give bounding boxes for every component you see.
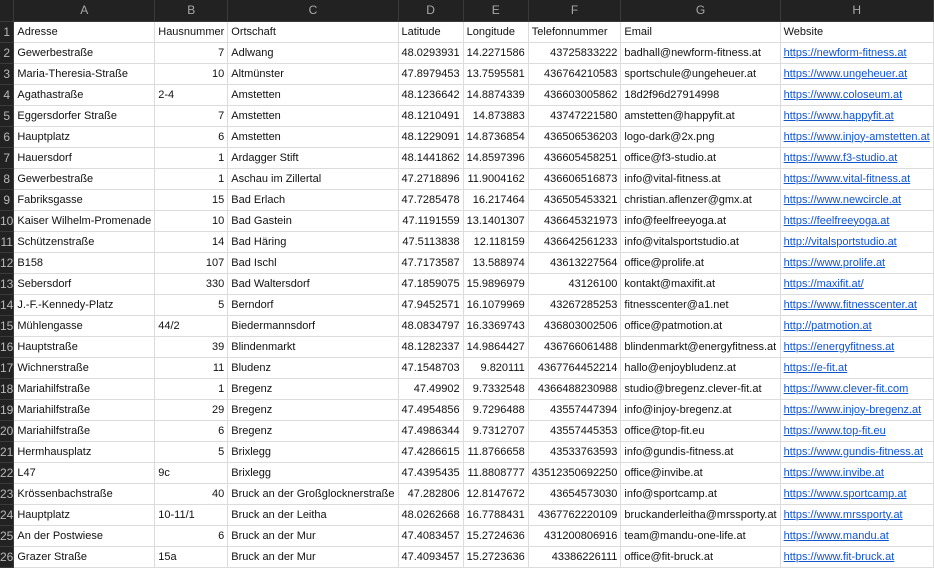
table-row bbox=[0, 525, 933, 546]
cell-f[interactable]: 436642561233 bbox=[528, 231, 621, 252]
cell-b[interactable]: 107 bbox=[155, 252, 228, 273]
table-row bbox=[0, 483, 933, 504]
cell-f[interactable]: 4367764452214 bbox=[528, 357, 621, 378]
cell-h[interactable]: https://www.injoy-bregenz.at bbox=[780, 399, 933, 420]
cell-d[interactable]: 48.1229091 bbox=[398, 126, 463, 147]
table-row bbox=[0, 294, 933, 315]
cell-a[interactable]: Agathastraße bbox=[14, 84, 155, 105]
cell-g[interactable]: info@feelfreeyoga.at bbox=[621, 210, 780, 231]
select-all-corner[interactable] bbox=[0, 0, 14, 21]
cell-g[interactable]: office@top-fit.eu bbox=[621, 420, 780, 441]
cell-b[interactable]: 1 bbox=[155, 378, 228, 399]
cell-a[interactable]: Grazer Straße bbox=[14, 546, 155, 567]
cell-f[interactable]: 43725833222 bbox=[528, 42, 621, 63]
cell-e[interactable]: 14.8736854 bbox=[463, 126, 528, 147]
cell-h[interactable]: https://www.gundis-fitness.at bbox=[780, 441, 933, 462]
cell-h[interactable]: https://www.f3-studio.at bbox=[780, 147, 933, 168]
cell-e[interactable]: 16.217464 bbox=[463, 189, 528, 210]
cell-h[interactable]: https://e-fit.at bbox=[780, 357, 933, 378]
cell-f[interactable]: 436506536203 bbox=[528, 126, 621, 147]
cell-c[interactable]: Aschau im Zillertal bbox=[228, 168, 398, 189]
cell-g[interactable]: info@injoy-bregenz.at bbox=[621, 399, 780, 420]
column-header-g[interactable]: G bbox=[621, 0, 780, 21]
cell-e[interactable]: 9.7312707 bbox=[463, 420, 528, 441]
cell-e[interactable]: 14.8874339 bbox=[463, 84, 528, 105]
row-header[interactable]: 5 bbox=[0, 105, 14, 126]
cell-b[interactable]: Hausnummer bbox=[155, 21, 228, 42]
cell-a[interactable]: Mariahilfstraße bbox=[14, 399, 155, 420]
cell-b[interactable]: 330 bbox=[155, 273, 228, 294]
cell-a[interactable]: Hauersdorf bbox=[14, 147, 155, 168]
cell-c[interactable]: Bad Gastein bbox=[228, 210, 398, 231]
cell-a[interactable]: Hauptplatz bbox=[14, 504, 155, 525]
table-row bbox=[0, 336, 933, 357]
cell-g[interactable]: amstetten@happyfit.at bbox=[621, 105, 780, 126]
cell-d[interactable]: 48.1210491 bbox=[398, 105, 463, 126]
cell-b[interactable]: 2-4 bbox=[155, 84, 228, 105]
cell-c[interactable]: Altmünster bbox=[228, 63, 398, 84]
cell-a[interactable]: Krössenbachstraße bbox=[14, 483, 155, 504]
cell-d[interactable]: 47.4286615 bbox=[398, 441, 463, 462]
cell-e[interactable]: 15.9896979 bbox=[463, 273, 528, 294]
cell-f[interactable]: 436605458251 bbox=[528, 147, 621, 168]
cell-h[interactable]: https://www.top-fit.eu bbox=[780, 420, 933, 441]
row-header[interactable]: 9 bbox=[0, 189, 14, 210]
cell-d[interactable]: 47.4083457 bbox=[398, 525, 463, 546]
cell-f[interactable]: 436603005862 bbox=[528, 84, 621, 105]
cell-h[interactable]: http://patmotion.at bbox=[780, 315, 933, 336]
cell-a[interactable]: Mariahilfstraße bbox=[14, 420, 155, 441]
cell-d[interactable]: 47.7285478 bbox=[398, 189, 463, 210]
cell-e[interactable]: 11.8808777 bbox=[463, 462, 528, 483]
cell-d[interactable]: 48.0262668 bbox=[398, 504, 463, 525]
cell-f[interactable]: 43512350692250 bbox=[528, 462, 621, 483]
cell-h[interactable]: https://www.injoy-amstetten.at bbox=[780, 126, 933, 147]
row-header[interactable]: 16 bbox=[0, 336, 14, 357]
cell-e[interactable]: 12.118159 bbox=[463, 231, 528, 252]
cell-a[interactable]: Fabriksgasse bbox=[14, 189, 155, 210]
cell-h[interactable]: https://maxifit.at/ bbox=[780, 273, 933, 294]
cell-d[interactable]: 48.0293931 bbox=[398, 42, 463, 63]
row-header[interactable]: 23 bbox=[0, 483, 14, 504]
cell-c[interactable]: Adlwang bbox=[228, 42, 398, 63]
cell-c[interactable]: Bruck an der Mur bbox=[228, 546, 398, 567]
cell-c[interactable]: Bregenz bbox=[228, 399, 398, 420]
cell-f[interactable]: 43747221580 bbox=[528, 105, 621, 126]
cell-g[interactable]: info@vitalsportstudio.at bbox=[621, 231, 780, 252]
cell-f[interactable]: 4366488230988 bbox=[528, 378, 621, 399]
cell-h[interactable]: https://www.vital-fitness.at bbox=[780, 168, 933, 189]
table-row bbox=[0, 357, 933, 378]
table-row bbox=[0, 399, 933, 420]
cell-b[interactable]: 10-11/1 bbox=[155, 504, 228, 525]
cell-e[interactable]: 13.7595581 bbox=[463, 63, 528, 84]
cell-e[interactable]: 15.2723636 bbox=[463, 546, 528, 567]
row-header[interactable]: 13 bbox=[0, 273, 14, 294]
cell-b[interactable]: 15a bbox=[155, 546, 228, 567]
cell-h[interactable]: Website bbox=[780, 21, 933, 42]
cell-b[interactable]: 40 bbox=[155, 483, 228, 504]
cell-a[interactable]: Maria-Theresia-Straße bbox=[14, 63, 155, 84]
row-header[interactable]: 17 bbox=[0, 357, 14, 378]
column-header-e[interactable]: E bbox=[463, 0, 528, 21]
cell-g[interactable]: office@patmotion.at bbox=[621, 315, 780, 336]
column-header-d[interactable]: D bbox=[398, 0, 463, 21]
cell-c[interactable]: Berndorf bbox=[228, 294, 398, 315]
cell-b[interactable]: 6 bbox=[155, 126, 228, 147]
cell-d[interactable]: 47.4986344 bbox=[398, 420, 463, 441]
table-row bbox=[0, 462, 933, 483]
table-row bbox=[0, 231, 933, 252]
cell-b[interactable]: 5 bbox=[155, 441, 228, 462]
cell-g[interactable]: office@fit-bruck.at bbox=[621, 546, 780, 567]
table-row bbox=[0, 378, 933, 399]
cell-b[interactable]: 1 bbox=[155, 168, 228, 189]
cell-c[interactable]: Bruck an der Leitha bbox=[228, 504, 398, 525]
cell-b[interactable]: 15 bbox=[155, 189, 228, 210]
cell-g[interactable]: Email bbox=[621, 21, 780, 42]
column-header-row bbox=[0, 0, 933, 21]
cell-b[interactable]: 1 bbox=[155, 147, 228, 168]
cell-c[interactable]: Bad Häring bbox=[228, 231, 398, 252]
cell-e[interactable]: 14.873883 bbox=[463, 105, 528, 126]
cell-b[interactable]: 5 bbox=[155, 294, 228, 315]
cell-d[interactable]: 48.1236642 bbox=[398, 84, 463, 105]
row-header[interactable]: 7 bbox=[0, 147, 14, 168]
cell-g[interactable]: studio@bregenz.clever-fit.at bbox=[621, 378, 780, 399]
table-row bbox=[0, 168, 933, 189]
cell-c[interactable]: Bregenz bbox=[228, 378, 398, 399]
cell-b[interactable]: 10 bbox=[155, 210, 228, 231]
cell-c[interactable]: Amstetten bbox=[228, 105, 398, 126]
row-header[interactable]: 4 bbox=[0, 84, 14, 105]
cell-c[interactable]: Biedermannsdorf bbox=[228, 315, 398, 336]
cell-g[interactable]: logo-dark@2x.png bbox=[621, 126, 780, 147]
cell-a[interactable]: Sebersdorf bbox=[14, 273, 155, 294]
cell-b[interactable]: 44/2 bbox=[155, 315, 228, 336]
cell-c[interactable]: Blindenmarkt bbox=[228, 336, 398, 357]
table-row bbox=[0, 210, 933, 231]
column-header-f[interactable]: F bbox=[528, 0, 621, 21]
row-header[interactable]: 20 bbox=[0, 420, 14, 441]
table-row bbox=[0, 105, 933, 126]
cell-e[interactable]: 14.9864427 bbox=[463, 336, 528, 357]
cell-c[interactable]: Brixlegg bbox=[228, 462, 398, 483]
cell-g[interactable]: info@gundis-fitness.at bbox=[621, 441, 780, 462]
cell-b[interactable]: 10 bbox=[155, 63, 228, 84]
cell-g[interactable]: blindenmarkt@energyfitness.at bbox=[621, 336, 780, 357]
row-header[interactable]: 22 bbox=[0, 462, 14, 483]
cell-g[interactable]: sportschule@ungeheuer.at bbox=[621, 63, 780, 84]
cell-b[interactable]: 9c bbox=[155, 462, 228, 483]
row-header[interactable]: 21 bbox=[0, 441, 14, 462]
cell-f[interactable]: 43613227564 bbox=[528, 252, 621, 273]
cell-h[interactable]: https://www.fit-bruck.at bbox=[780, 546, 933, 567]
row-header[interactable]: 10 bbox=[0, 210, 14, 231]
cell-f[interactable]: 43126100 bbox=[528, 273, 621, 294]
cell-h[interactable]: https://energyfitness.at bbox=[780, 336, 933, 357]
cell-g[interactable]: office@f3-studio.at bbox=[621, 147, 780, 168]
cell-d[interactable]: 47.2718896 bbox=[398, 168, 463, 189]
row-header[interactable]: 19 bbox=[0, 399, 14, 420]
cell-g[interactable]: office@invibe.at bbox=[621, 462, 780, 483]
cell-d[interactable]: 47.1191559 bbox=[398, 210, 463, 231]
cell-c[interactable]: Bad Ischl bbox=[228, 252, 398, 273]
cell-a[interactable]: Gewerbestraße bbox=[14, 168, 155, 189]
cell-h[interactable]: https://www.sportcamp.at bbox=[780, 483, 933, 504]
row-header[interactable]: 18 bbox=[0, 378, 14, 399]
cell-g[interactable]: kontakt@maxifit.at bbox=[621, 273, 780, 294]
cell-a[interactable]: B158 bbox=[14, 252, 155, 273]
cell-d[interactable]: 47.4395435 bbox=[398, 462, 463, 483]
cell-c[interactable]: Bludenz bbox=[228, 357, 398, 378]
cell-f[interactable]: Telefonnummer bbox=[528, 21, 621, 42]
cell-g[interactable]: info@sportcamp.at bbox=[621, 483, 780, 504]
cell-b[interactable]: 14 bbox=[155, 231, 228, 252]
cell-h[interactable]: https://www.happyfit.at bbox=[780, 105, 933, 126]
cell-c[interactable]: Bruck an der Großglocknerstraße bbox=[228, 483, 398, 504]
cell-d[interactable]: Latitude bbox=[398, 21, 463, 42]
cell-a[interactable]: Eggersdorfer Straße bbox=[14, 105, 155, 126]
cell-h[interactable]: https://newform-fitness.at bbox=[780, 42, 933, 63]
table-row bbox=[0, 441, 933, 462]
cell-e[interactable]: 16.1079969 bbox=[463, 294, 528, 315]
row-header[interactable]: 12 bbox=[0, 252, 14, 273]
cell-c[interactable]: Amstetten bbox=[228, 126, 398, 147]
row-header[interactable]: 26 bbox=[0, 546, 14, 567]
cell-f[interactable]: 4367762220109 bbox=[528, 504, 621, 525]
row-header[interactable]: 2 bbox=[0, 42, 14, 63]
cell-f[interactable]: 431200806916 bbox=[528, 525, 621, 546]
cell-e[interactable]: 14.2271586 bbox=[463, 42, 528, 63]
cell-b[interactable]: 11 bbox=[155, 357, 228, 378]
cell-h[interactable]: https://www.prolife.at bbox=[780, 252, 933, 273]
cell-d[interactable]: 47.1859075 bbox=[398, 273, 463, 294]
cell-c[interactable]: Bad Erlach bbox=[228, 189, 398, 210]
cell-e[interactable]: 11.8766658 bbox=[463, 441, 528, 462]
row-header[interactable]: 24 bbox=[0, 504, 14, 525]
cell-h[interactable]: https://www.invibe.at bbox=[780, 462, 933, 483]
cell-c[interactable]: Bregenz bbox=[228, 420, 398, 441]
cell-h[interactable]: https://www.mrssporty.at bbox=[780, 504, 933, 525]
cell-c[interactable]: Bad Waltersdorf bbox=[228, 273, 398, 294]
cell-e[interactable]: 13.588974 bbox=[463, 252, 528, 273]
cell-e[interactable]: 9.7296488 bbox=[463, 399, 528, 420]
row-header[interactable]: 15 bbox=[0, 315, 14, 336]
row-header[interactable]: 14 bbox=[0, 294, 14, 315]
cell-d[interactable]: 47.4954856 bbox=[398, 399, 463, 420]
column-header-b[interactable]: B bbox=[155, 0, 228, 21]
cell-g[interactable]: badhall@newform-fitness.at bbox=[621, 42, 780, 63]
cell-f[interactable]: 43654573030 bbox=[528, 483, 621, 504]
table-row bbox=[0, 189, 933, 210]
cell-h[interactable]: https://feelfreeyoga.at bbox=[780, 210, 933, 231]
cell-d[interactable]: 47.1548703 bbox=[398, 357, 463, 378]
column-header-h[interactable]: H bbox=[780, 0, 933, 21]
table-row bbox=[0, 273, 933, 294]
cell-d[interactable]: 47.4093457 bbox=[398, 546, 463, 567]
cell-a[interactable]: Wichnerstraße bbox=[14, 357, 155, 378]
cell-h[interactable]: http://vitalsportstudio.at bbox=[780, 231, 933, 252]
column-header-c[interactable]: C bbox=[228, 0, 398, 21]
cell-f[interactable]: 43267285253 bbox=[528, 294, 621, 315]
cell-d[interactable]: 47.49902 bbox=[398, 378, 463, 399]
column-header-a[interactable]: A bbox=[14, 0, 155, 21]
cell-f[interactable]: 436645321973 bbox=[528, 210, 621, 231]
cell-b[interactable]: 7 bbox=[155, 42, 228, 63]
cell-a[interactable]: L47 bbox=[14, 462, 155, 483]
cell-a[interactable]: Schützenstraße bbox=[14, 231, 155, 252]
cell-h[interactable]: https://www.mandu.at bbox=[780, 525, 933, 546]
cell-h[interactable]: https://www.newcircle.at bbox=[780, 189, 933, 210]
cell-c[interactable]: Amstetten bbox=[228, 84, 398, 105]
cell-g[interactable]: christian.aflenzer@gmx.at bbox=[621, 189, 780, 210]
cell-f[interactable]: 43386226111 bbox=[528, 546, 621, 567]
cell-e[interactable]: 14.8597396 bbox=[463, 147, 528, 168]
cell-c[interactable]: Ardagger Stift bbox=[228, 147, 398, 168]
cell-a[interactable]: Adresse bbox=[14, 21, 155, 42]
cell-d[interactable]: 47.8979453 bbox=[398, 63, 463, 84]
cell-a[interactable]: Mariahilfstraße bbox=[14, 378, 155, 399]
row-header[interactable]: 25 bbox=[0, 525, 14, 546]
cell-b[interactable]: 7 bbox=[155, 105, 228, 126]
cell-e[interactable]: 12.8147672 bbox=[463, 483, 528, 504]
cell-h[interactable]: https://www.coloseum.at bbox=[780, 84, 933, 105]
cell-e[interactable]: 16.7788431 bbox=[463, 504, 528, 525]
cell-g[interactable]: hallo@enjoybludenz.at bbox=[621, 357, 780, 378]
cell-c[interactable]: Ortschaft bbox=[228, 21, 398, 42]
table-row bbox=[0, 84, 933, 105]
cell-d[interactable]: 47.9452571 bbox=[398, 294, 463, 315]
cell-d[interactable]: 47.5113838 bbox=[398, 231, 463, 252]
table-row bbox=[0, 63, 933, 84]
cell-g[interactable]: bruckanderleitha@mrssporty.at bbox=[621, 504, 780, 525]
cell-f[interactable]: 43533763593 bbox=[528, 441, 621, 462]
cell-c[interactable]: Bruck an der Mur bbox=[228, 525, 398, 546]
cell-f[interactable]: 436606516873 bbox=[528, 168, 621, 189]
cell-a[interactable]: An der Postwiese bbox=[14, 525, 155, 546]
cell-g[interactable]: 18d2f96d27914998 bbox=[621, 84, 780, 105]
cell-b[interactable]: 6 bbox=[155, 420, 228, 441]
cell-b[interactable]: 6 bbox=[155, 525, 228, 546]
cell-g[interactable]: team@mandu-one-life.at bbox=[621, 525, 780, 546]
cell-a[interactable]: Gewerbestraße bbox=[14, 42, 155, 63]
table-row bbox=[0, 42, 933, 63]
cell-f[interactable]: 43557447394 bbox=[528, 399, 621, 420]
cell-a[interactable]: J.-F.-Kennedy-Platz bbox=[14, 294, 155, 315]
cell-a[interactable]: Hauptplatz bbox=[14, 126, 155, 147]
cell-a[interactable]: Kaiser Wilhelm-Promenade bbox=[14, 210, 155, 231]
table-row bbox=[0, 252, 933, 273]
cell-g[interactable]: fitnesscenter@a1.net bbox=[621, 294, 780, 315]
cell-a[interactable]: Hermhausplatz bbox=[14, 441, 155, 462]
cell-a[interactable]: Hauptstraße bbox=[14, 336, 155, 357]
table-row bbox=[0, 546, 933, 567]
row-header[interactable]: 6 bbox=[0, 126, 14, 147]
cell-e[interactable]: 11.9004162 bbox=[463, 168, 528, 189]
cell-e[interactable]: 16.3369743 bbox=[463, 315, 528, 336]
cell-f[interactable]: 436505453321 bbox=[528, 189, 621, 210]
cell-f[interactable]: 43557445353 bbox=[528, 420, 621, 441]
cell-d[interactable]: 48.1282337 bbox=[398, 336, 463, 357]
cell-d[interactable]: 47.7173587 bbox=[398, 252, 463, 273]
cell-c[interactable]: Brixlegg bbox=[228, 441, 398, 462]
table-row bbox=[0, 147, 933, 168]
cell-e[interactable]: 9.7332548 bbox=[463, 378, 528, 399]
cell-d[interactable]: 48.1441862 bbox=[398, 147, 463, 168]
cell-g[interactable]: info@vital-fitness.at bbox=[621, 168, 780, 189]
table-row bbox=[0, 315, 933, 336]
table-row bbox=[0, 126, 933, 147]
cell-g[interactable]: office@prolife.at bbox=[621, 252, 780, 273]
cell-f[interactable]: 436803002506 bbox=[528, 315, 621, 336]
cell-h[interactable]: https://www.fitnesscenter.at bbox=[780, 294, 933, 315]
cell-h[interactable]: https://www.ungeheuer.at bbox=[780, 63, 933, 84]
cell-f[interactable]: 436766061488 bbox=[528, 336, 621, 357]
cell-b[interactable]: 29 bbox=[155, 399, 228, 420]
table-row bbox=[0, 504, 933, 525]
row-header[interactable]: 3 bbox=[0, 63, 14, 84]
cell-d[interactable]: 47.282806 bbox=[398, 483, 463, 504]
cell-e[interactable]: Longitude bbox=[463, 21, 528, 42]
cell-e[interactable]: 13.1401307 bbox=[463, 210, 528, 231]
cell-e[interactable]: 9.820111 bbox=[463, 357, 528, 378]
cell-b[interactable]: 39 bbox=[155, 336, 228, 357]
cell-a[interactable]: Mühlengasse bbox=[14, 315, 155, 336]
table-row bbox=[0, 21, 933, 42]
cell-f[interactable]: 436764210583 bbox=[528, 63, 621, 84]
cell-d[interactable]: 48.0834797 bbox=[398, 315, 463, 336]
cell-h[interactable]: https://www.clever-fit.com bbox=[780, 378, 933, 399]
row-header[interactable]: 8 bbox=[0, 168, 14, 189]
row-header[interactable]: 1 bbox=[0, 21, 14, 42]
table-row bbox=[0, 420, 933, 441]
row-header[interactable]: 11 bbox=[0, 231, 14, 252]
cell-e[interactable]: 15.2724636 bbox=[463, 525, 528, 546]
